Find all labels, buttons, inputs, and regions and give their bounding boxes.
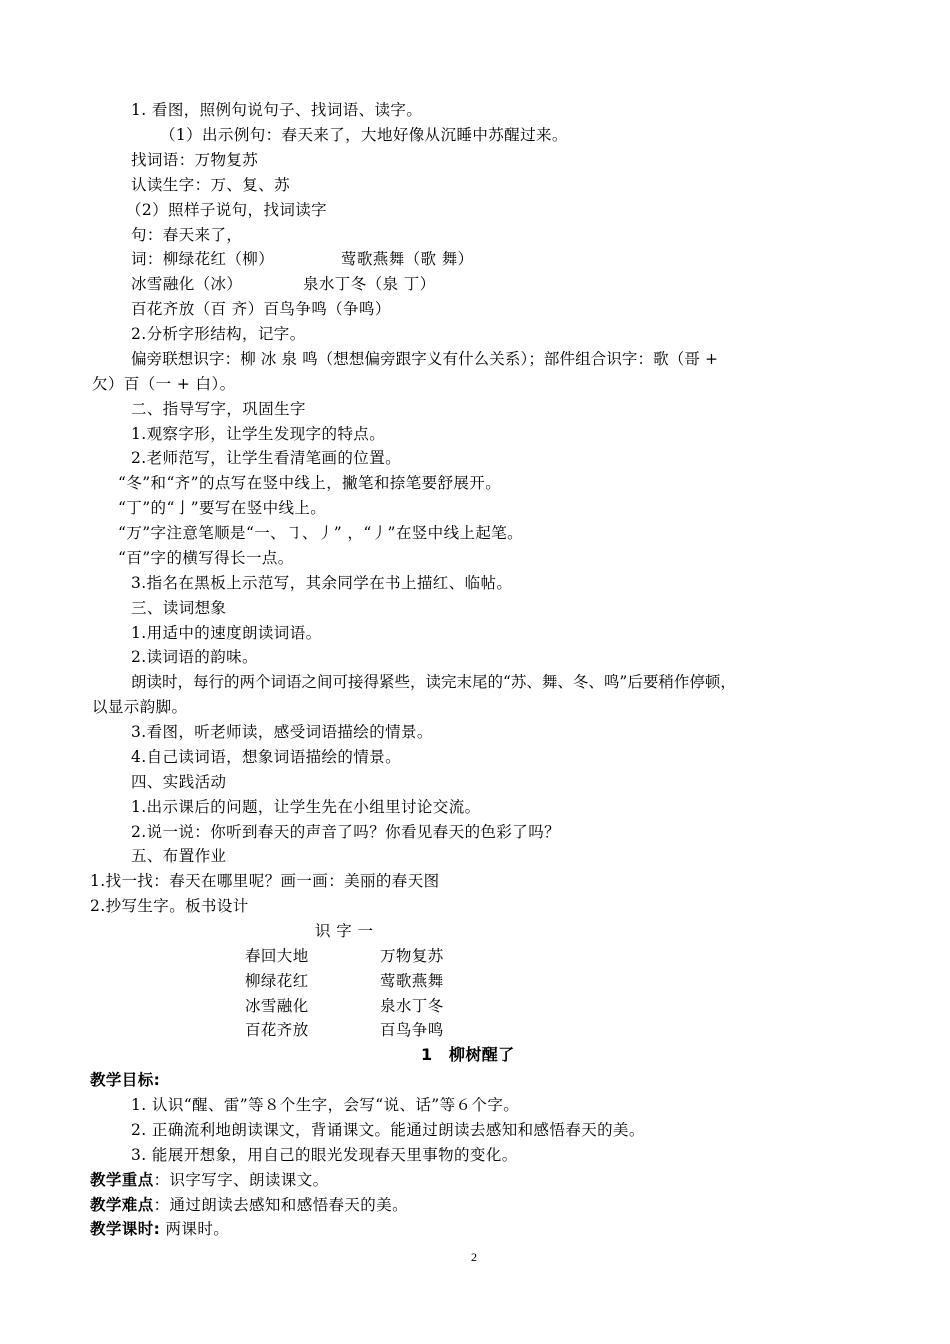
text-line: 1. 看图，照例句说句子、找词语、读字。: [131, 101, 423, 119]
board-cell: 泉水丁冬: [380, 997, 444, 1015]
text-line: 2.分析字形结构，记字。: [131, 325, 306, 343]
text-line: 二、指导写字，巩固生字: [131, 400, 306, 418]
goal-item: 2. 正确流利地朗读课文，背诵课文。能通过朗读去感知和感悟春天的美。: [131, 1121, 645, 1139]
focus-label: 教学重点: [90, 1171, 154, 1189]
text-line: 百花齐放（百 齐）百鸟争鸣（争鸣）: [131, 300, 391, 318]
text-line: 1.观察字形，让学生发现字的特点。: [131, 425, 386, 443]
text-line: 1.找一找：春天在哪里呢？画一画：美丽的春天图: [90, 872, 440, 890]
board-cell: 柳绿花红: [245, 972, 309, 990]
text-line: 找词语：万物复苏: [131, 151, 259, 169]
goals-label: 教学目标:: [90, 1071, 161, 1089]
text-line: 词：柳绿花红（柳）: [131, 250, 275, 268]
text-line: 1.出示课后的问题，让学生先在小组里讨论交流。: [131, 798, 481, 816]
board-cell: 百鸟争鸣: [380, 1021, 444, 1039]
text-line: 1.用适中的速度朗读词语。: [131, 624, 322, 642]
text-line: “百”字的横写得长一点。: [118, 549, 294, 567]
text-line: （1）出示例句：春天来了，大地好像从沉睡中苏醒过来。: [160, 126, 568, 144]
text-line: 4.自己读词语，想象词语描绘的情景。: [131, 748, 401, 766]
board-cell: 春回大地: [245, 947, 309, 965]
hours-text: 两课时。: [160, 1220, 230, 1238]
focus-text: ：识字写字、朗读课文。: [153, 1171, 329, 1189]
hours-line: [90, 1218, 229, 1240]
text-line: 2.老师范写，让学生看清笔画的位置。: [131, 449, 401, 467]
text-line: 以显示韵脚。: [92, 698, 188, 716]
text-line: 五、布置作业: [131, 847, 227, 865]
goal-item: 1. 认识“醒、雷”等８个生字，会写“说、话”等６个字。: [131, 1096, 520, 1114]
text-line: 偏旁联想识字：柳 冰 泉 鸣（想想偏旁跟字义有什么关系）；部件组合识字：歌（哥 +: [131, 350, 719, 368]
focus-line: [90, 1169, 329, 1191]
goal-item: 3. 能展开想象，用自己的眼光发现春天里事物的变化。: [131, 1146, 518, 1164]
difficulty-line: [90, 1194, 408, 1216]
text-line: 欠）百（一 + 白）。: [92, 375, 236, 393]
board-cell: 百花齐放: [245, 1021, 309, 1039]
text-line: 泉水丁冬（泉 丁）: [303, 275, 436, 293]
text-line: 莺歌燕舞（歌 舞）: [341, 250, 474, 268]
board-cell: 万物复苏: [380, 947, 444, 965]
hours-label: 教学课时:: [90, 1220, 161, 1238]
text-line: 句：春天来了，: [131, 226, 243, 244]
board-title: 识 字 一: [315, 922, 374, 940]
text-line: 2.读词语的韵味。: [131, 648, 258, 666]
text-line: “丁”的“亅”要写在竖中线上。: [118, 499, 327, 517]
difficulty-label: 教学难点: [90, 1196, 154, 1214]
board-cell: 莺歌燕舞: [380, 972, 444, 990]
text-line: 认读生字：万、复、苏: [131, 176, 291, 194]
text-line: 冰雪融化（冰）: [131, 275, 243, 293]
text-line: “冬”和“齐”的点写在竖中线上，撇笔和捺笔要舒展开。: [118, 474, 502, 492]
text-line: （2）照样子说句，找词读字: [126, 201, 328, 219]
text-line: 3.看图，听老师读，感受词语描绘的情景。: [131, 723, 433, 741]
difficulty-text: ：通过朗读去感知和感悟春天的美。: [153, 1196, 409, 1214]
board-cell: 冰雪融化: [245, 997, 309, 1015]
text-line: 2.抄写生字。板书设计: [90, 897, 249, 915]
text-line: 2.说一说：你听到春天的声音了吗？你看见春天的色彩了吗？: [131, 823, 560, 841]
lesson-title: 1 柳树醒了: [421, 1045, 515, 1064]
page-number: 2: [471, 1250, 477, 1264]
text-line: 朗读时，每行的两个词语之间可接得紧些，读完末尾的“苏、舞、冬、鸣”后要稍作停顿，: [131, 673, 736, 691]
text-line: 三、读词想象: [131, 599, 227, 617]
text-line: 四、实践活动: [131, 773, 227, 791]
text-line: “万”字注意笔顺是“一、㇆、丿” ，“丿”在竖中线上起笔。: [118, 524, 524, 542]
text-line: 3.指名在黑板上示范写，其余同学在书上描红、临帖。: [131, 574, 513, 592]
